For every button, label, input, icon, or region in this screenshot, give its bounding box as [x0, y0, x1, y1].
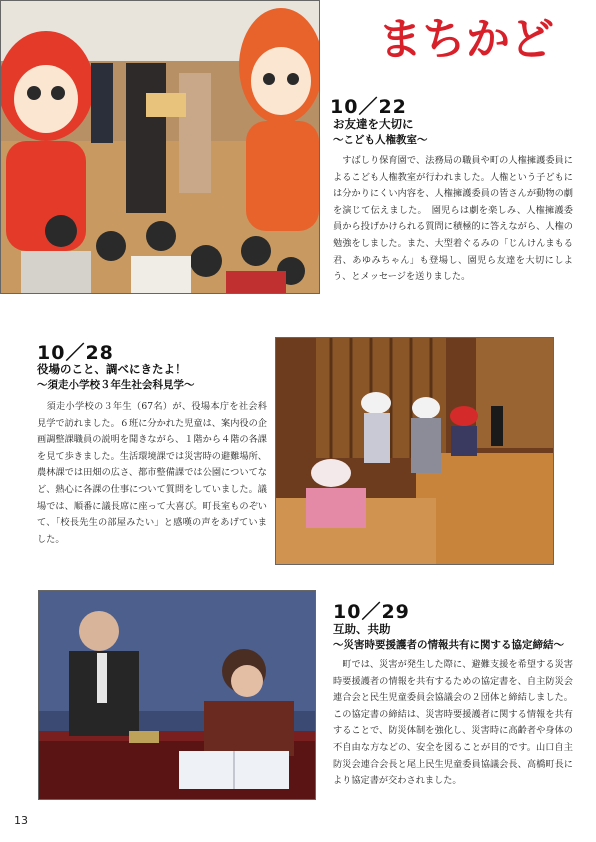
- logo-text: まちかど: [378, 14, 554, 62]
- article-headline-2: 役場のこと、調べにきたよ！: [37, 362, 187, 376]
- article-body-3: 町では、災害が発生した際に、避難支援を希望する災害時要援護者の情報を共有するための協定書を、自主防災会連合会と民生児童委員会協議会の２団体と締結しました。この協定書の締結は、災害時要援護者に関する情報を共有することで、防災体制を強化し、災害時に高齢者や身体の不自由な方などの、安全を図ることが目的です。山口自主防災会連合会長と尾上民生児童委員協議会長、高橋町長により協定書が交わされました。: [333, 659, 573, 787]
- article-headline-1: お友達を大切に: [333, 117, 414, 131]
- article-headline-3: 互助、共助: [333, 622, 391, 636]
- article-subtitle-1: ～こども人権教室～: [333, 134, 428, 146]
- article-date-3: 10／29: [333, 601, 410, 623]
- article-date-2: 10／28: [37, 342, 114, 364]
- page-number: 13: [14, 814, 28, 827]
- article-body-1: すばしり保育園で、法務局の職員や町の人権擁護委員によるこども人権教室が行われました。人権という子どもには分かりにくい内容を、人権擁護委員の皆さんが動物の劇を演じて伝えました。 園児らは劇を楽しみ、人権擁護委員から投げかけられる質問に積極的に答えながら、人権の勉強をしました。また、大型着ぐるみの「じんけんまもる君、あゆみちゃん」も登場し、園児ら友達を大切にしよう、とメッセージを送りました。: [333, 155, 573, 283]
- article-body-2: 須走小学校の３年生（67名）が、役場本庁を社会科見学で訪れました。６班に分かれた児童は、案内役の企画調整課職員の説明を聞きながら、１階から４階の各課を見て歩きました。生活環境課では災害時の避難場所、農林課では田畑の広さ、都市整備課では公園についてなど、熱心に各課の仕事について質問をしていました。議場では、順番に議長席に座って大喜び。町長室ものぞいて、「校長先生の部屋みたい」と感嘆の声をあげていました。: [37, 401, 267, 545]
- article-photo-3: [38, 590, 316, 800]
- article-subtitle-2: ～須走小学校３年生社会科見学～: [37, 379, 195, 391]
- article-date-1: 10／22: [330, 96, 407, 118]
- section-logo: [378, 14, 568, 62]
- article-photo-1: [0, 0, 320, 294]
- article-photo-2: [275, 337, 554, 565]
- article-subtitle-3: ～災害時要援護者の情報共有に関する協定締結～: [333, 639, 564, 651]
